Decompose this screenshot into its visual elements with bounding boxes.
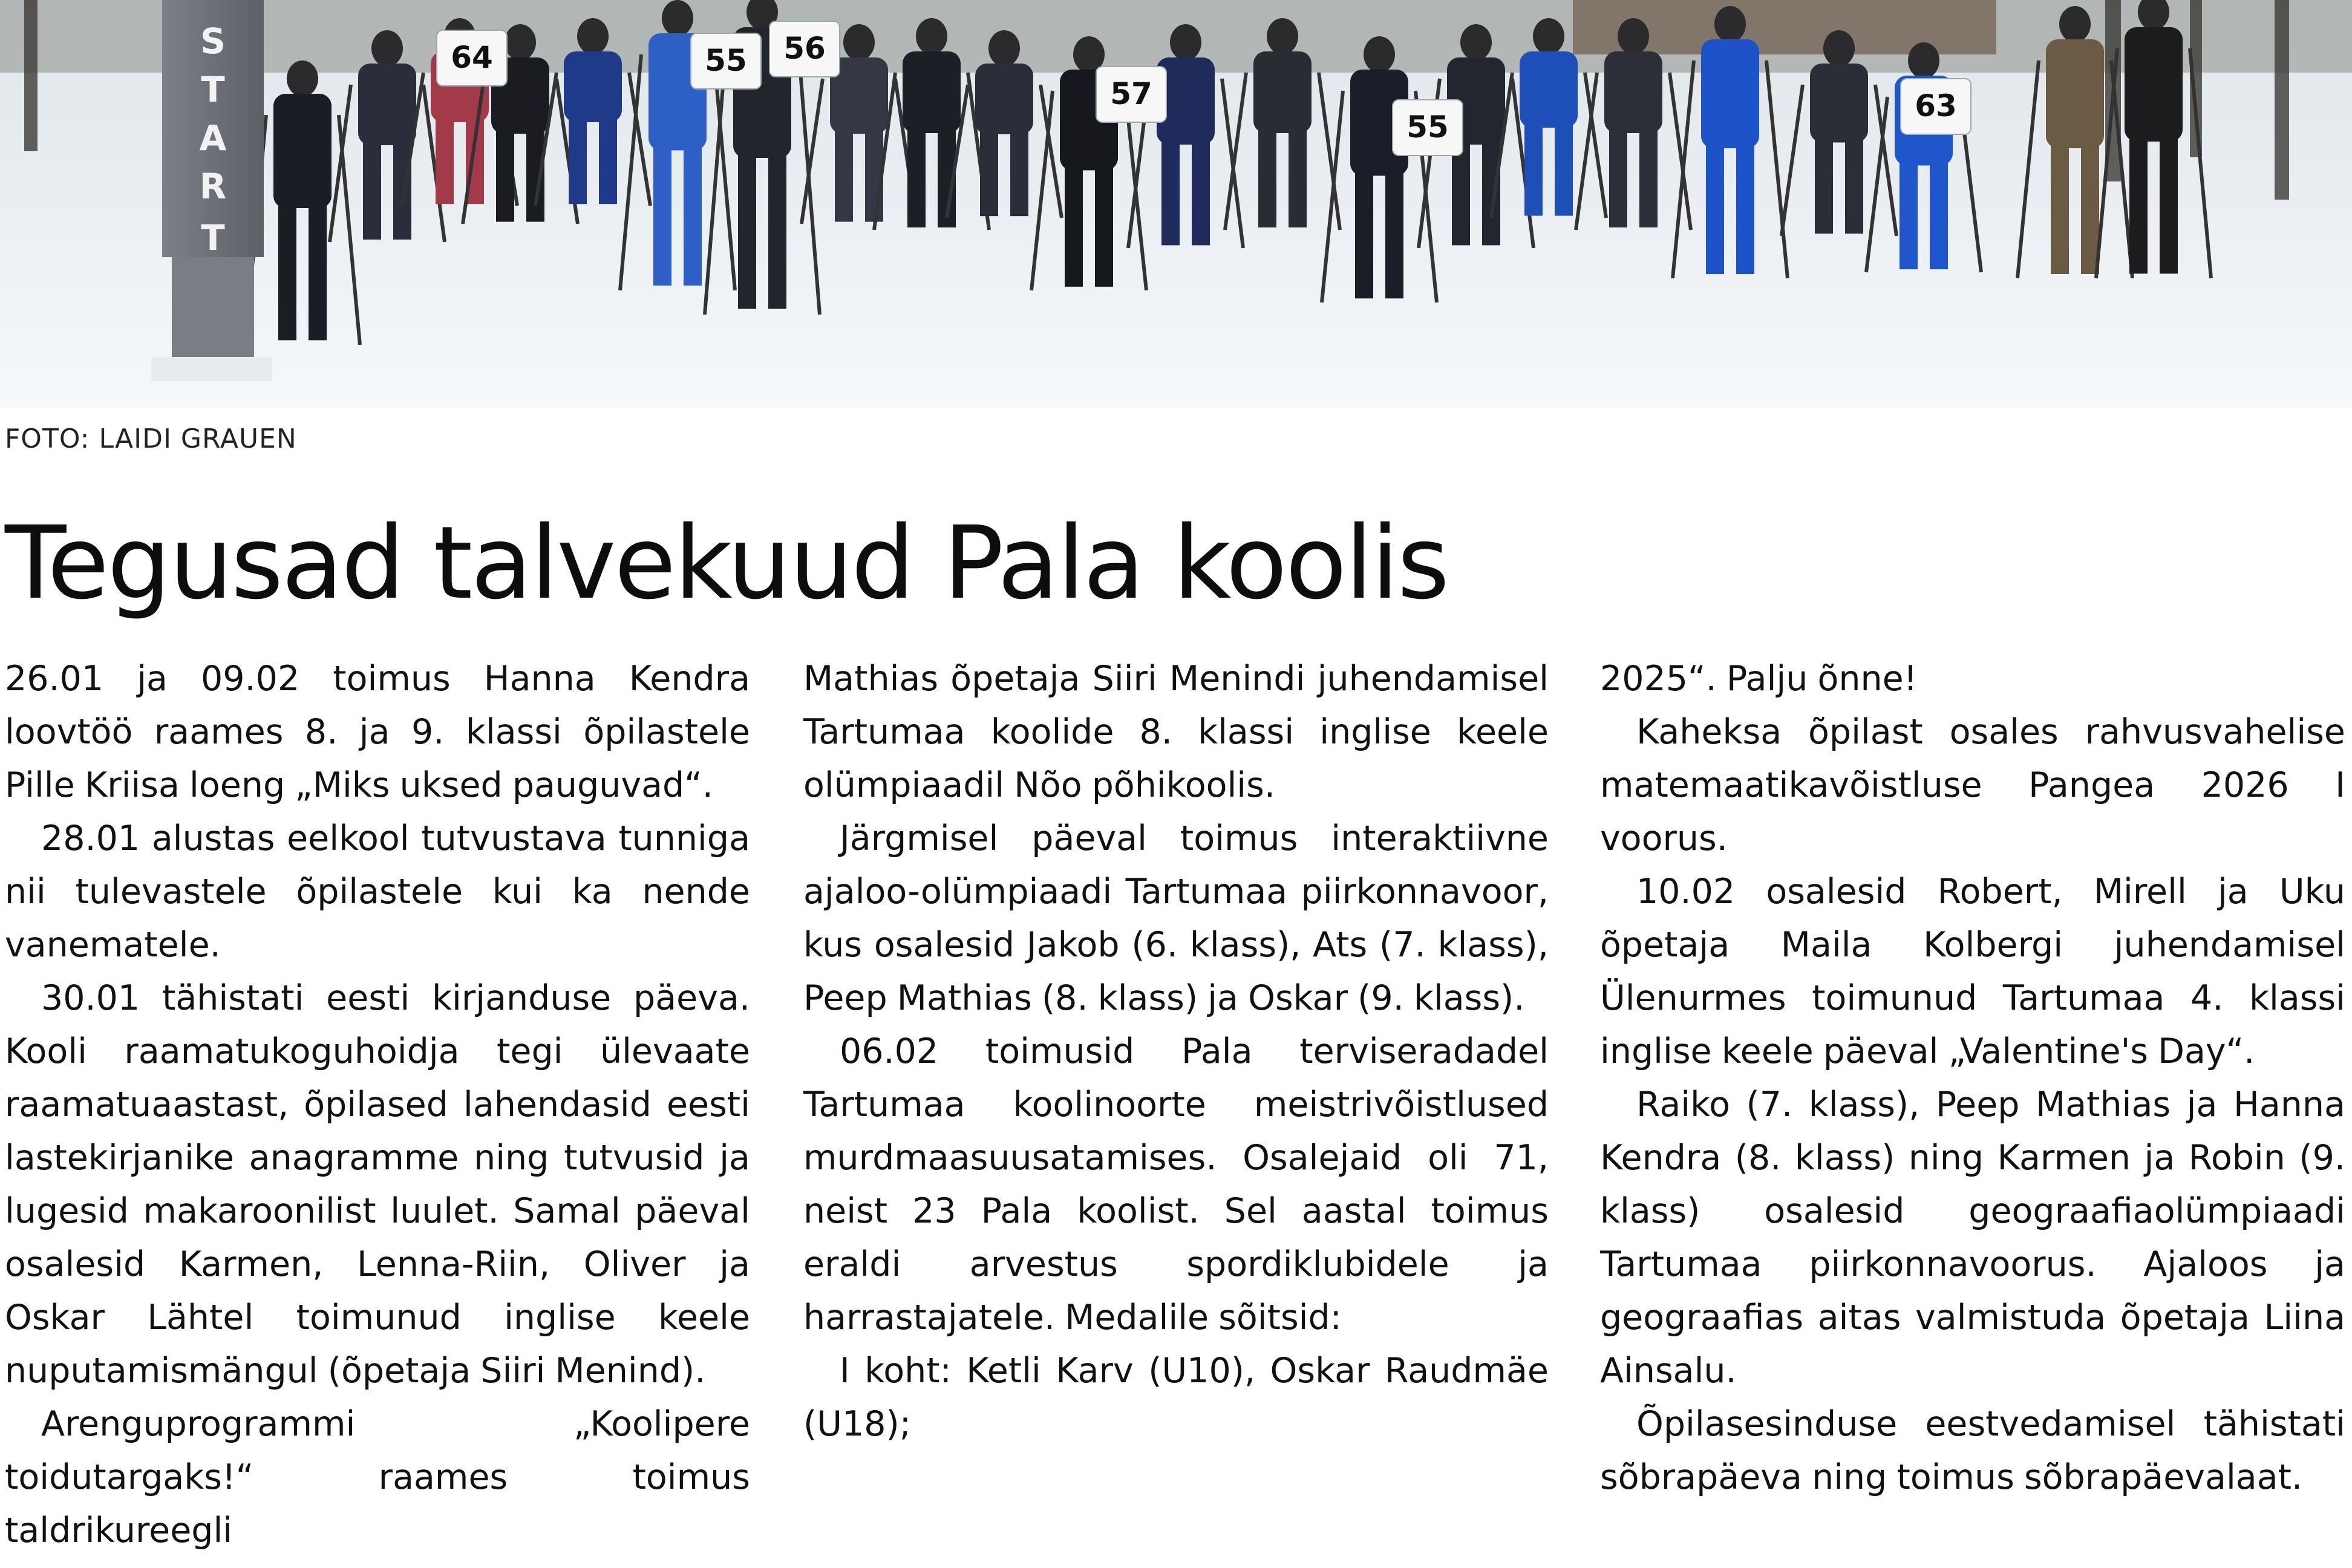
start-sign-letter: T xyxy=(201,69,225,110)
column-2-paragraph-4: I koht: Ketli Karv (U10), Oskar Raudmäe (U18); xyxy=(803,1351,1549,1444)
race-bib xyxy=(1901,79,1971,134)
photo-caption: FOTO: LAIDI GRAUEN xyxy=(5,423,297,454)
article-column-3 xyxy=(1600,652,2345,1568)
column-3-paragraph-2: Kaheksa õpilast osales rahvusvahelise matemaatikavõistluse Pangea 2026 I voorus. xyxy=(1600,712,2345,858)
column-3-paragraph-4: Raiko (7. klass), Peep Mathias ja Hanna Kendra (8. klass) ning Karmen ja Robin (9. klass) osalesid geograafiaolümpiaadi Tartumaa piirkonnavoorus. Ajaloos ja geograafias aitas valmistuda õpetaja Liina Ainsalu. xyxy=(1600,1085,2345,1391)
column-2-paragraph-3: 06.02 toimusid Pala terviseradadel Tartumaa koolinoorte meistrivõistlused murdmaasuusatamises. Osalejaid oli 71, neist 23 Pala koolist. Sel aastal toimus eraldi arvestus spordiklubidele ja harrastajatele. Medalile sõitsid: xyxy=(803,1031,1549,1338)
column-1-paragraph-1: 26.01 ja 09.02 toimus Hanna Kendra loovtöö raames 8. ja 9. klassi õpilastele Pille Kriisa loeng „Miks uksed pauguvad“. xyxy=(5,659,750,805)
column-2-paragraph-2: Järgmisel päeval toimus interaktiivne ajaloo-olümpiaadi Tartumaa piirkonnavoor, kus osalesid Jakob (6. klass), Ats (7. klass), Peep Mathias (8. klass) ja Oskar (9. klass). xyxy=(803,818,1549,1018)
race-bib xyxy=(1096,67,1166,122)
column-1-paragraph-3: 30.01 tähistati eesti kirjanduse päeva. Kooli raamatukoguhoidja tegi ülevaate raamatuaastast, õpilased lahendasid eesti lastekirjanike anagramme ning tutvusid ja lugesid makaroonilist luulet. Samal päeval osalesid Karmen, Lenna-Riin, Oliver ja Oskar Lähtel toimunud inglise keele nuputamismängul (õpetaja Siiri Menind). xyxy=(5,978,750,1391)
bib-number: 57 xyxy=(1110,76,1152,111)
bib-number: 55 xyxy=(1406,109,1449,145)
bib-number: 64 xyxy=(451,40,493,75)
start-sign-letter: S xyxy=(200,21,226,62)
column-2-paragraph-1: Mathias õpetaja Siiri Menindi juhendamisel Tartumaa koolide 8. klassi inglise keele olümpiaadil Nõo põhikoolis. xyxy=(803,659,1549,805)
bib-number: 63 xyxy=(1915,88,1957,123)
race-bib xyxy=(691,33,761,89)
column-3-paragraph-5: Õpilasesinduse eestvedamisel tähistati sõbrapäeva ning toimus sõbrapäevalaat. xyxy=(1600,1404,2345,1497)
article-headline: Tegusad talvekuud Pala koolis xyxy=(5,505,1448,622)
column-1-paragraph-4: Arenguprogrammi „Koolipere toidutargaks!“ raames toimus taldrikureegli xyxy=(5,1404,750,1550)
article-photo xyxy=(0,0,2352,408)
column-3-paragraph-3: 10.02 osalesid Robert, Mirell ja Uku õpetaja Maila Kolbergi juhendamisel Ülenurmes toimunud Tartumaa 4. klassi inglise keele päeval „Valentine's Day“. xyxy=(1600,872,2345,1071)
bib-number: 56 xyxy=(783,31,826,66)
article-column-2 xyxy=(803,652,1549,1568)
start-sign-letter: R xyxy=(199,166,227,207)
column-1-paragraph-2: 28.01 alustas eelkool tutvustava tunniga nii tulevastele õpilastele kui ka nende vanematele. xyxy=(5,818,750,965)
bib-number: 55 xyxy=(705,43,747,78)
ski-race-photo xyxy=(0,0,2352,408)
race-bib xyxy=(1393,100,1463,155)
race-bib xyxy=(437,30,507,86)
start-sign-letter: A xyxy=(199,117,227,158)
race-bib xyxy=(769,21,840,77)
article-column-1 xyxy=(5,652,750,1568)
column-3-paragraph-1: 2025“. Palju õnne! xyxy=(1600,659,1918,699)
start-sign-letter: T xyxy=(201,217,225,258)
